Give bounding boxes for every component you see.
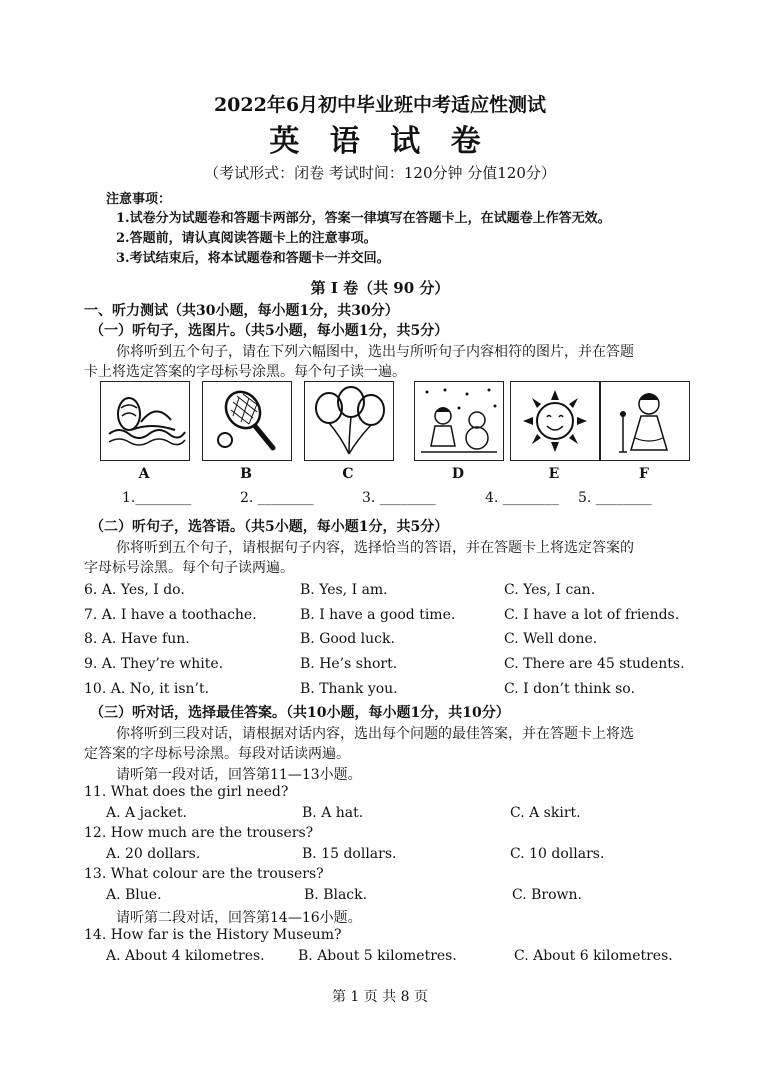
option: C. I don’t think so. [504,681,635,697]
sec3-instruction: 定答案的字母标号涂黑。每段对话读两遍。 [84,746,350,762]
option: 6. A. Yes, I do. [84,582,185,598]
dialog-instruction: 请听第二段对话，回答第14—16小题。 [116,910,362,926]
answer-blank: 4. ________ [485,490,559,506]
option: B. 15 dollars. [302,846,397,862]
note-item: 2.答题前，请认真阅读答题卡上的注意事项。 [116,231,377,246]
picture-c [304,381,394,461]
answer-blank: 1.________ [122,490,192,506]
sec2-instruction: 字母标号涂黑。每个句子读两遍。 [84,560,294,576]
option: C. About 6 kilometres. [514,948,673,964]
sec1-instruction: 你将听到五个句子，请在下列六幅图中，选出与所听句子内容相符的图片，并在答题 [116,344,634,360]
option: B. Good luck. [300,631,395,647]
option: C. Brown. [512,887,582,903]
option: A. 20 dollars. [106,846,201,862]
part1-title: 一、听力测试（共30小题，每小题1分，共30分） [84,303,399,319]
note-item: 3.考试结束后，将本试题卷和答题卡一并交回。 [116,251,390,266]
picture-d [414,381,504,461]
picture-a [100,381,190,461]
picture-label: E [548,466,560,482]
option: B. Black. [304,887,368,903]
option: C. A skirt. [510,805,581,821]
option: 10. A. No, it isn’t. [84,681,210,697]
balloons-icon [305,382,393,460]
option: 9. A. They’re white. [84,656,224,672]
option: 8. A. Have fun. [84,631,190,647]
sec1-instruction: 卡上将选定答案的字母标号涂黑。每个句子读一遍。 [84,364,406,380]
sec2-title: （二）听句子，选答语。（共5小题，每小题1分，共5分） [90,519,449,535]
picture-label: A [138,466,150,482]
option: B. A hat. [302,805,364,821]
question: 11. What does the girl need? [84,784,289,800]
question: 14. How far is the History Museum? [84,927,342,943]
snowman-icon [415,382,503,460]
picture-e [510,381,600,461]
option: C. Well done. [504,631,598,647]
picture-label: D [451,466,465,482]
question: 12. How much are the trousers? [84,825,314,841]
option: C. There are 45 students. [504,656,685,672]
sec3-title: （三）听对话，选择最佳答案。（共10小题，每小题1分，共10分） [90,705,510,721]
option: B. Yes, I am. [300,582,388,598]
answer-blank: 5. ________ [578,490,652,506]
note-item: 1.试卷分为试题卷和答题卡两部分，答案一律填写在答题卡上，在试题卷上作答无效。 [116,211,611,226]
option: B. Thank you. [300,681,398,697]
picture-label: F [639,466,649,482]
swimmer-icon [101,382,189,460]
option: B. About 5 kilometres. [298,948,457,964]
singer-icon [601,382,689,460]
option: A. About 4 kilometres. [106,948,265,964]
picture-b [202,381,292,461]
option: 7. A. I have a toothache. [84,607,257,623]
picture-label: B [240,466,252,482]
option: B. I have a good time. [300,607,456,623]
picture-f [600,381,690,461]
sec2-instruction: 你将听到五个句子，请根据句子内容，选择恰当的答语，并在答题卡上将选定答案的 [116,540,634,556]
page-footer: 第 1 页 共 8 页 [331,989,429,1005]
exam-subtitle: 2022年6月初中毕业班中考适应性测试 [213,94,547,116]
question: 13. What colour are the trousers? [84,866,324,882]
tennis-racket-icon [203,382,291,460]
notes-heading: 注意事项： [106,192,172,207]
option: C. 10 dollars. [510,846,605,862]
option: C. I have a lot of friends. [504,607,680,623]
picture-label: C [342,466,354,482]
answer-blank: 2. ________ [240,490,314,506]
option: A. Blue. [106,887,162,903]
option: B. He’s short. [300,656,398,672]
exam-title: 英 语 试 卷 [269,124,491,159]
option: C. Yes, I can. [504,582,596,598]
option: A. A jacket. [106,805,187,821]
answer-blank: 3. ________ [362,490,436,506]
volume-title: 第 I 卷（共 90 分） [310,279,450,297]
sec1-title: （一）听句子，选图片。（共5小题，每小题1分，共5分） [90,323,449,339]
sec3-instruction: 你将听到三段对话，请根据对话内容，选出每个问题的最佳答案，并在答题卡上将选 [116,726,634,742]
dialog-instruction: 请听第一段对话，回答第11—13小题。 [116,767,362,783]
sun-icon [511,382,599,460]
exam-meta: （考试形式：闭卷 考试时间：120分钟 分值120分） [204,164,556,182]
